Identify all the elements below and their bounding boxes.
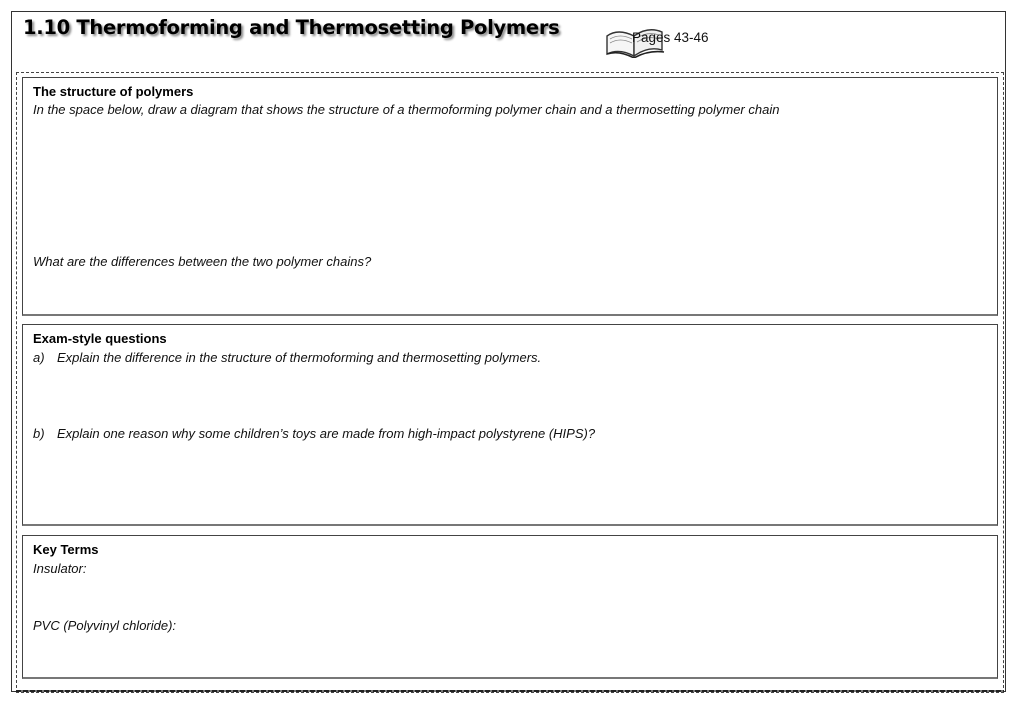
diagram-drawing-area[interactable] [33,122,983,250]
question-label: b) [33,426,45,441]
question-label: a) [33,350,45,365]
term-pvc: PVC (Polyvinyl chloride): [33,618,177,633]
differences-question: What are the differences between the two polymer chains? [33,254,372,269]
section-polymer-structure [22,77,998,316]
content-border-bottom [16,690,1004,692]
term-insulator: Insulator: [33,561,87,576]
answer-area-pvc[interactable] [33,636,983,672]
section-title: The structure of polymers [33,84,194,99]
pages-reference [604,22,744,58]
pages-label: Pages 43-46 [632,30,709,45]
diagram-instruction: In the space below, draw a diagram that shows the structure of a thermoforming polymer chain and a thermosetting polymer chain [33,102,780,117]
answer-area-insulator[interactable] [33,580,983,616]
section-title: Exam-style questions [33,331,167,346]
section-title: Key Terms [33,542,99,557]
answer-area-b[interactable] [33,447,983,517]
differences-answer-area[interactable] [33,274,983,310]
section-key-terms [22,535,998,679]
page-title: 1.10 Thermoforming and Thermosetting Polymers [23,16,560,39]
question-a [33,350,541,365]
section-exam-questions [22,324,998,526]
question-text: Explain the difference in the structure of thermoforming and thermosetting polymers. [57,350,542,365]
answer-area-a[interactable] [33,371,983,421]
question-text: Explain one reason why some children’s toys are made from high-impact polystyrene (HIPS)? [57,426,596,441]
question-b [33,426,595,441]
